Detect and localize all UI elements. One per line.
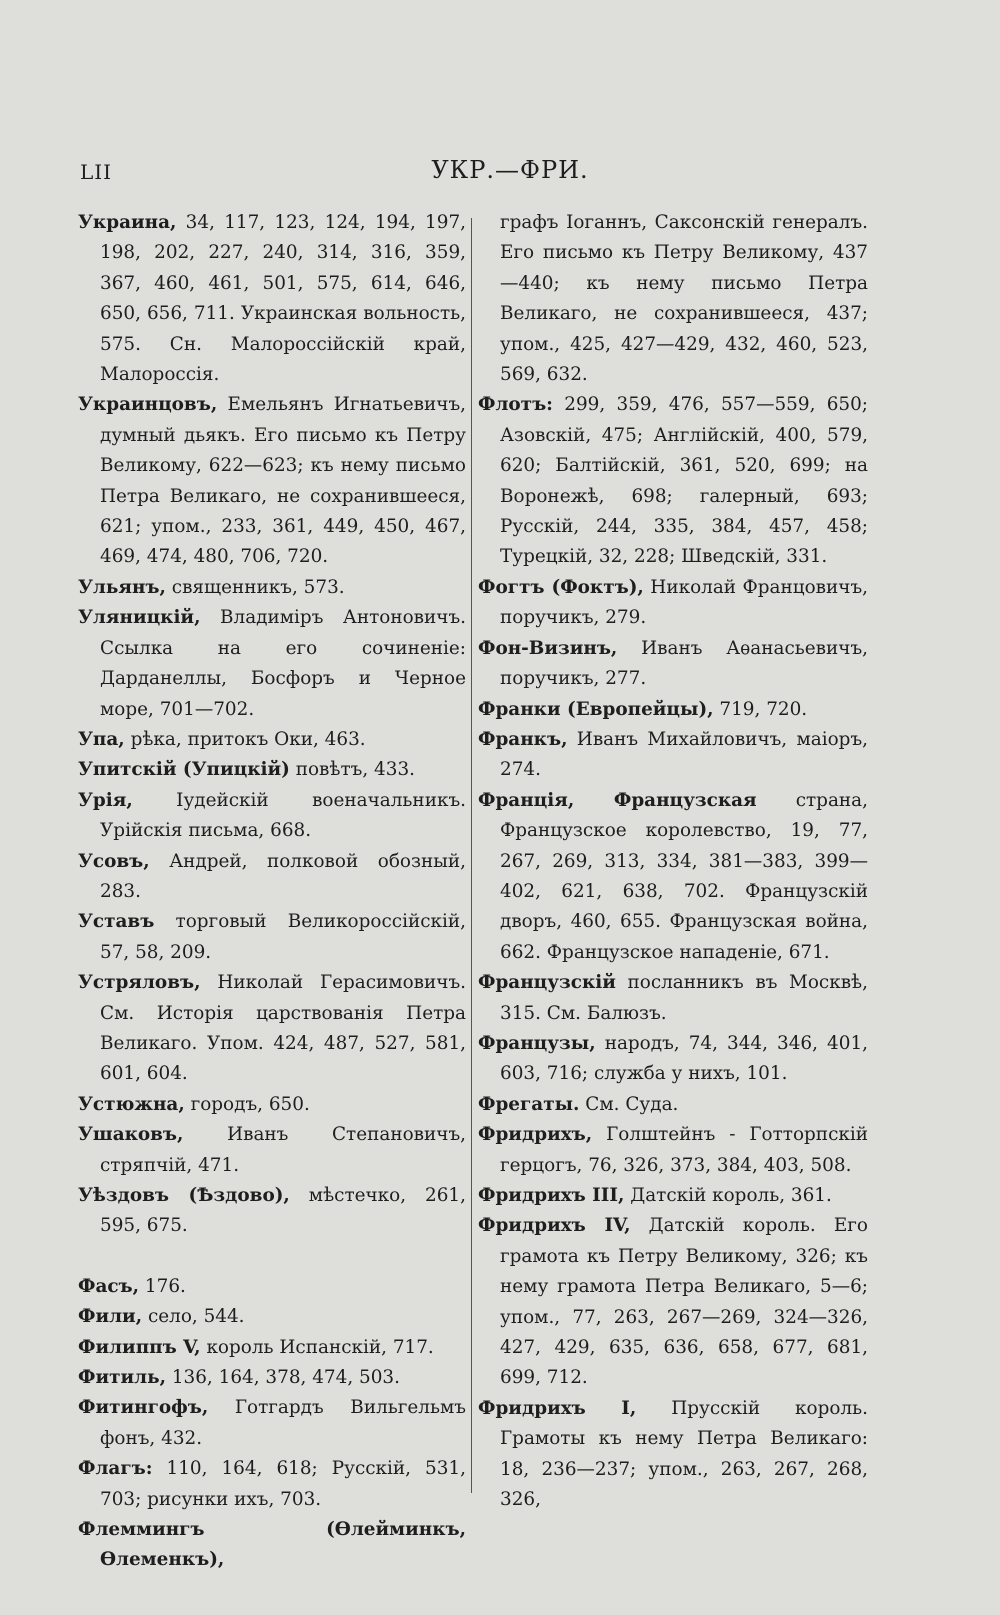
index-entry: [78, 968, 466, 1090]
entry-headword: Уставъ: [78, 911, 155, 933]
entry-headword: Уѣздовъ (Ѣздово),: [78, 1185, 290, 1206]
entry-text: священникъ, 573.: [165, 576, 345, 598]
index-entry: [78, 1302, 466, 1332]
entry-headword: Филиппъ V,: [78, 1336, 201, 1358]
index-entry: [478, 1120, 868, 1181]
entry-text: Иванъ Аѳанасьевичъ, поручикъ, 277.: [500, 637, 868, 690]
index-entry: [478, 786, 868, 968]
index-entry: [78, 1363, 466, 1393]
page-number: LII: [80, 160, 113, 184]
entry-headword: Фасъ,: [78, 1275, 140, 1297]
entry-text: городъ, 650.: [184, 1093, 310, 1115]
entry-headword: Фрегаты.: [478, 1093, 580, 1115]
entry-headword: Фридрихъ,: [478, 1124, 593, 1146]
section-gap: [78, 1242, 466, 1272]
entry-headword: Украинцовъ,: [78, 394, 218, 416]
entry-text: 34, 117, 123, 124, 194, 197, 198, 202, 227, 240, 314, 316, 359, 367, 460, 461, 501, 575, 614, 646, 650, 656, 711. Украинская вольность, 575. Сн. Малороссійскій край, Малороссія.: [100, 212, 466, 386]
entry-text: Датскій король, 361.: [624, 1185, 832, 1206]
entry-headword: Устюжна,: [78, 1093, 185, 1115]
entry-text: Владиміръ Антоновичъ. Ссылка на его сочиненіе: Дарданеллы, Босфоръ и Черное море, 701—702.: [100, 607, 466, 720]
left-column: [78, 208, 466, 1576]
index-entry: [78, 725, 466, 755]
index-entry: [78, 907, 466, 968]
entry-headword: Французы,: [478, 1032, 596, 1054]
entry-headword: Уляницкій,: [78, 607, 201, 629]
index-entry: [478, 1090, 868, 1120]
index-entry: [478, 968, 868, 1029]
entry-headword: Франкъ,: [478, 728, 568, 750]
column-divider: [471, 218, 472, 1493]
entry-text: Иванъ Михайловичъ, маіоръ, 274.: [500, 728, 868, 781]
entry-text: 110, 164, 618; Русскій, 531, 703; рисунки ихъ, 703.: [100, 1458, 466, 1510]
entry-text: См. Суда.: [579, 1093, 679, 1115]
entry-headword: Украина,: [78, 212, 177, 233]
index-entry: [78, 573, 466, 603]
index-entry: [78, 603, 466, 725]
index-entry: [478, 695, 868, 725]
index-entry: [78, 1090, 466, 1120]
entry-headword: Фридрихъ III,: [478, 1185, 625, 1206]
entry-headword: Урія,: [78, 789, 133, 811]
index-entry: [478, 1394, 868, 1516]
entry-headword: Устряловъ,: [78, 972, 201, 994]
entry-headword: Упа,: [78, 728, 125, 750]
index-entry: [78, 786, 466, 847]
entry-headword: Фогтъ (Фоктъ),: [478, 576, 644, 598]
entry-text: король Испанскій, 717.: [200, 1336, 434, 1358]
entry-headword: Ульянъ,: [78, 576, 166, 598]
entry-headword: Упитскій (Упицкій): [78, 759, 290, 781]
entry-text: рѣка, притокъ Оки, 463.: [124, 728, 366, 750]
entry-text: народъ, 74, 344, 346, 401, 603, 716; служба у нихъ, 101.: [500, 1032, 868, 1085]
index-entry: [78, 1393, 466, 1454]
entry-text: повѣтъ, 433.: [289, 759, 415, 781]
entry-headword: Усовъ,: [78, 850, 150, 872]
index-entry: [478, 1029, 868, 1090]
entry-text: 176.: [139, 1275, 186, 1297]
index-entry: [478, 573, 868, 634]
index-entry: [78, 1515, 466, 1576]
index-entry: [478, 634, 868, 695]
index-entry: [78, 390, 466, 572]
index-entry: [78, 208, 466, 390]
index-entry: [478, 390, 868, 572]
index-entry: [78, 1272, 466, 1302]
entry-text: Николай Герасимовичъ. См. Исторія царствованія Петра Великаго. Упом. 424, 487, 527, 581, 601, 604.: [100, 972, 466, 1085]
index-entry: [78, 1333, 466, 1363]
entry-headword: Флеммингъ (Ѳлейминкъ, Ѳлеменкъ),: [78, 1519, 466, 1571]
entry-headword: Фитингофъ,: [78, 1397, 209, 1419]
entry-text: посланникъ въ Москвѣ, 315. См. Балюзъ.: [500, 972, 868, 1024]
index-entry: [78, 1454, 466, 1515]
entry-text: Андрей, полковой обозный, 283.: [100, 850, 466, 902]
entry-text: село, 544.: [142, 1306, 245, 1328]
running-head: УКР.—ФРИ.: [431, 156, 589, 184]
index-entry: [78, 1181, 466, 1242]
entry-text: Прусскій король. Грамоты къ нему Петра Великаго: 18, 236—237; упом., 263, 267, 268, 326,: [500, 1397, 869, 1511]
index-entry: [478, 725, 868, 786]
entry-headword: Фридрихъ IV,: [478, 1215, 631, 1237]
entry-headword: Фон-Визинъ,: [478, 637, 618, 659]
index-entry: [478, 208, 868, 390]
entry-headword: Фили,: [78, 1306, 143, 1328]
entry-headword: Фитиль,: [78, 1367, 166, 1389]
entry-text: мѣстечко, 261, 595, 675.: [100, 1185, 466, 1237]
entry-text: 299, 359, 476, 557—559, 650; Азовскій, 475; Англійскій, 400, 579, 620; Балтійскій, 361, 520, 699; на Воронежѣ, 698; галерный, 693; Русскій, 244, 335, 384, 457, 458; Турецкій, 32, 228; Шведскій, 331.: [500, 394, 868, 568]
entry-text: торговый Великороссійскій, 57, 58, 209.: [100, 911, 466, 963]
right-column: [478, 208, 868, 1515]
entry-text: страна, Французское королевство, 19, 77, 267, 269, 313, 334, 381—383, 399—402, 621, 638, 702. Французскій дворъ, 460, 655. Французская война, 662. Французское нападеніе, 671.: [500, 789, 868, 963]
entry-headword: Флагъ:: [78, 1458, 153, 1480]
entry-text: Іудейскій военачальникъ. Урійскія письма, 668.: [100, 789, 466, 842]
index-entry: [478, 1181, 868, 1211]
entry-text: 136, 164, 378, 474, 503.: [165, 1367, 400, 1389]
entry-text: Николай Францовичъ, поручикъ, 279.: [500, 576, 868, 629]
entry-headword: Франція, Французская: [478, 789, 757, 811]
index-entry: [78, 755, 466, 785]
entry-headword: Франки (Европейцы),: [478, 698, 714, 720]
entry-headword: Флотъ:: [478, 394, 553, 416]
entry-headword: Ушаковъ,: [78, 1124, 184, 1146]
entry-text: Датскій король. Его грамота къ Петру Великому, 326; къ нему грамота Петра Великаго, 5—6; упом., 77, 263, 267—269, 324—326, 427, 429, 635, 636, 658, 677, 681, 699, 712.: [500, 1215, 868, 1389]
entry-text: Емельянъ Игнатьевичъ, думный дьякъ. Его письмо къ Петру Великому, 622—623; къ нему письмо Петра Великаго, не сохранившееся, 621; упом., 233, 361, 449, 450, 467, 469, 474, 480, 706, 720.: [100, 394, 466, 568]
entry-headword: Фридрихъ I,: [478, 1397, 637, 1419]
entry-text: Иванъ Степановичъ, стряпчій, 471.: [100, 1124, 466, 1176]
index-entry: [78, 847, 466, 908]
index-entry: [78, 1120, 466, 1181]
entry-text: 719, 720.: [713, 698, 808, 720]
entry-text: Голштейнъ - Готторпскій герцогъ, 76, 326, 373, 384, 403, 508.: [500, 1124, 868, 1176]
index-entry: [478, 1211, 868, 1393]
entry-text: Готгардъ Вильгельмъ фонъ, 432.: [100, 1397, 466, 1449]
entry-headword: Французскій: [478, 972, 616, 994]
entry-text: графъ Іоганнъ, Саксонскій генералъ. Его письмо къ Петру Великому, 437—440; къ нему письмо Петра Великаго, не сохранившееся, 437; упом., 425, 427—429, 432, 460, 523, 569, 632.: [500, 212, 868, 386]
